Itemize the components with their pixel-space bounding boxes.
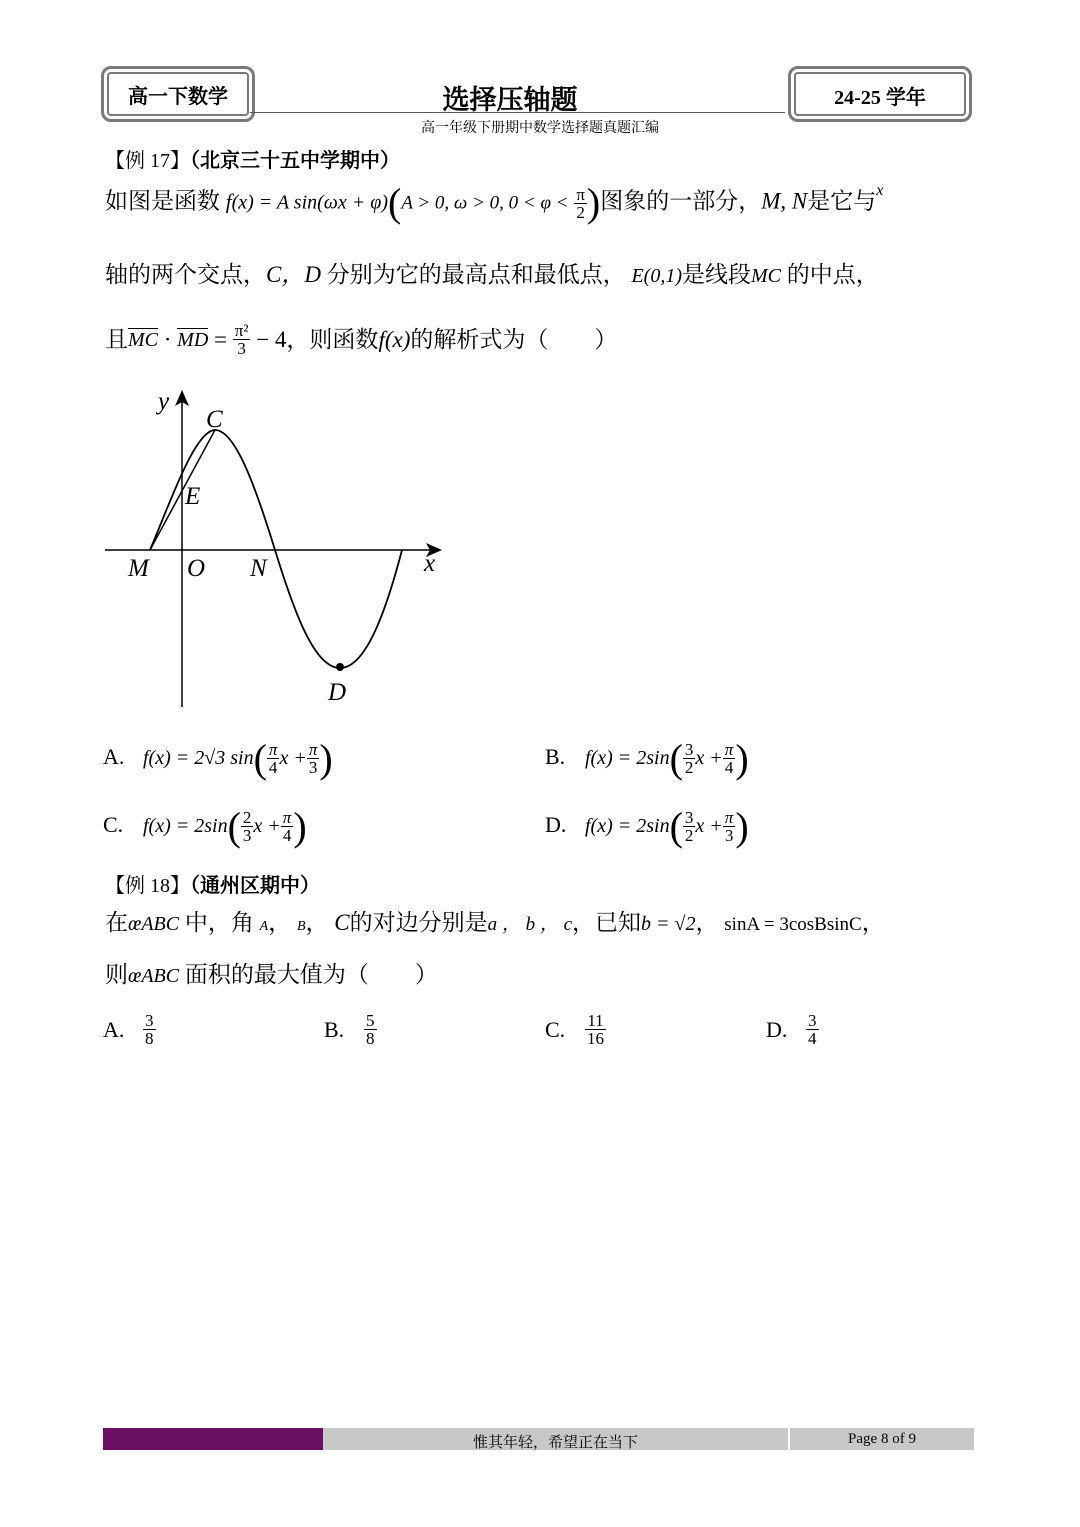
ex17-option-a[interactable]	[103, 735, 333, 782]
ex17-option-d-n1: 3	[684, 808, 694, 827]
ex17-option-c-d2: 4	[282, 826, 292, 845]
ex17-l3-text-b: 的解析式为（ ）	[410, 327, 618, 352]
ex17-option-a-po: (	[253, 736, 267, 781]
ex17-source: （北京三十五中学期中）	[190, 150, 400, 172]
ex17-l1-x: x	[876, 182, 884, 199]
ex17-heading	[105, 144, 400, 173]
ex17-option-b-mid: x +	[695, 747, 723, 769]
ex17-option-a-label: A.	[103, 743, 125, 769]
ex18-heading	[105, 869, 320, 898]
graph-point-d	[336, 663, 344, 671]
ex17-l1-frac-num: π	[576, 184, 585, 204]
ex17-option-c-n1: 2	[242, 808, 252, 827]
ex17-l3-frac-den: 3	[237, 339, 246, 358]
ex18-source: （通州区期中）	[190, 875, 320, 897]
ex18-option-b-label: B.	[324, 1016, 345, 1042]
ex18-l1-text-h: ，	[861, 910, 885, 935]
ex17-tag: 【例 17】	[105, 150, 190, 172]
graph-sine-curve	[150, 430, 402, 668]
ex17-option-b-pc: )	[735, 736, 749, 781]
ex18-option-c-label: C.	[545, 1016, 566, 1042]
ex18-l1-text-d: ，	[305, 910, 329, 935]
ex18-option-a-num: 3	[145, 1011, 154, 1030]
ex18-option-d-den: 4	[808, 1029, 817, 1048]
page-title: 选择压轴题	[442, 85, 578, 116]
ex17-option-b-d2: 4	[724, 758, 734, 777]
ex17-l2-cd: C，D	[266, 262, 321, 287]
ex17-option-b-d1: 2	[684, 758, 694, 777]
ex18-l1-A: A	[259, 919, 269, 934]
ex18-option-c[interactable]	[545, 1012, 606, 1047]
graph-label-d: D	[328, 679, 347, 706]
ex18-option-c-den: 16	[587, 1029, 604, 1048]
ex17-line3	[105, 322, 617, 357]
ex17-l1-paren-open: (	[388, 180, 402, 225]
ex17-option-b-po: (	[669, 736, 683, 781]
ex17-l1-eq: (x) = A sin(ωx + φ)	[231, 191, 388, 214]
ex17-option-b-label: B.	[545, 743, 566, 769]
ex17-option-d-n2: π	[724, 808, 734, 827]
ex17-l3-vec2: MD	[177, 328, 209, 351]
ex18-l1-text-f: ，已知	[572, 910, 642, 935]
ex18-line1	[105, 911, 885, 934]
ex17-l2-text-d: 的中点，	[786, 262, 879, 287]
ex17-l1-cond: A > 0, ω > 0, 0 < φ <	[401, 192, 569, 214]
ex17-option-c-frac2	[281, 809, 294, 844]
ex18-l1-bval: b = √2	[641, 913, 696, 935]
ex17-l3-text-a: 且	[105, 327, 128, 352]
header-right-label: 24-25 学年	[834, 87, 926, 109]
ex17-option-a-n2: π	[308, 740, 318, 759]
ex18-option-a-label: A.	[103, 1016, 125, 1042]
ex18-l2-text-a: 则	[105, 962, 128, 987]
ex17-option-b-n1: 3	[684, 740, 694, 759]
ex17-option-b[interactable]	[545, 735, 749, 782]
ex18-line2	[105, 963, 438, 986]
ex18-option-c-frac	[585, 1012, 606, 1047]
ex17-l1-paren-close: )	[586, 180, 601, 225]
ex18-option-d-frac	[806, 1012, 819, 1047]
ex17-l3-vec1: MC	[128, 328, 158, 351]
ex18-l1-eq: sinA = 3cosBsinC	[724, 914, 862, 935]
ex18-l1-text-e: 的对边分别是	[349, 910, 488, 935]
ex18-option-b[interactable]	[324, 1012, 377, 1047]
ex17-option-a-d2: 3	[308, 758, 318, 777]
ex17-option-d-pc: )	[735, 804, 749, 849]
ex17-option-a-frac1	[267, 741, 280, 776]
ex18-option-b-den: 8	[366, 1029, 375, 1048]
ex17-option-c-n2: π	[282, 808, 292, 827]
ex17-line2	[105, 263, 879, 286]
header-left-label: 高一下数学	[128, 84, 228, 108]
ex17-option-a-d1: 4	[268, 758, 278, 777]
graph-label-o: O	[187, 555, 206, 582]
ex17-l3-fx: f(x)	[378, 327, 411, 352]
ex17-option-d-mid: x +	[695, 815, 723, 837]
ex18-option-b-frac	[364, 1012, 377, 1047]
ex18-l1-text-a: 在	[105, 910, 128, 935]
ex17-option-d-frac1	[683, 809, 696, 844]
ex17-l1-f: f	[225, 189, 232, 214]
ex18-l2-text-b: 面积的最大值为（ ）	[184, 962, 438, 987]
ex17-option-d-d2: 3	[724, 826, 734, 845]
footer-motto: 惟其年轻，希望正在当下	[472, 1435, 638, 1451]
graph-label-e: E	[185, 483, 201, 510]
footer-page-number: Page 8 of 9	[848, 1431, 916, 1447]
graph-label-c: C	[206, 406, 223, 433]
ex18-l2-tri: œABC	[128, 965, 180, 987]
ex17-option-b-lhs: f(x) = 2sin	[585, 747, 670, 769]
ex17-l1-frac	[574, 186, 587, 221]
ex17-l3-minus: − 4，则函数	[250, 327, 379, 352]
header-left-box	[101, 66, 255, 122]
ex17-l3-eq: =	[208, 327, 233, 352]
ex18-l1-B: B	[296, 919, 306, 934]
ex17-option-c-lhs: f(x) = 2sin	[143, 815, 228, 837]
ex17-option-b-frac1	[683, 741, 696, 776]
ex17-l2-text-c: 是线段	[682, 262, 751, 287]
ex17-option-c-mid: x +	[253, 815, 281, 837]
ex18-l1-C: C	[334, 910, 350, 935]
ex17-l3-dot: ·	[158, 327, 178, 352]
ex17-graph	[100, 385, 460, 715]
ex17-option-d-po: (	[669, 804, 683, 849]
ex18-option-a[interactable]	[103, 1012, 156, 1047]
graph-label-x: x	[424, 550, 436, 577]
ex17-option-d[interactable]	[545, 803, 749, 850]
ex17-option-b-n2: π	[724, 740, 734, 759]
ex17-option-a-pc: )	[319, 736, 333, 781]
ex18-l1-text-b: 中，角	[184, 910, 254, 935]
ex18-l1-abc: a ， b ， c	[487, 914, 573, 935]
ex18-option-d-num: 3	[808, 1011, 817, 1030]
ex17-option-c-po: (	[227, 804, 241, 849]
ex17-option-c-d1: 3	[242, 826, 252, 845]
ex17-option-a-mid: x +	[279, 747, 307, 769]
ex17-option-a-n1: π	[268, 740, 278, 759]
ex17-option-d-frac2	[723, 809, 736, 844]
ex18-l1-text-g: ，	[695, 910, 719, 935]
ex17-l3-frac-num: π²	[234, 321, 249, 340]
ex17-option-a-lhs: f(x) = 2√3 sin	[143, 747, 254, 769]
ex18-tag: 【例 18】	[105, 875, 190, 897]
ex17-l1-frac-den: 2	[576, 202, 585, 222]
ex17-l1-text-a: 如图是函数	[105, 188, 220, 214]
header-right-box	[788, 66, 972, 122]
ex17-l1-text-c: 是它与	[807, 188, 877, 214]
ex18-option-d[interactable]	[766, 1012, 819, 1047]
ex17-l2-mc: MC	[751, 265, 781, 287]
ex17-l2-text-b: 分别为它的最高点和最低点，	[326, 262, 626, 287]
ex17-l2-e: E(0,1)	[631, 265, 682, 287]
ex17-l1-mn: M, N	[761, 188, 808, 214]
ex18-l1-tri: œABC	[128, 913, 180, 935]
ex18-option-b-num: 5	[366, 1011, 375, 1030]
ex18-option-a-den: 8	[145, 1029, 154, 1048]
ex17-option-b-frac2	[723, 741, 736, 776]
ex17-option-c-pc: )	[293, 804, 307, 849]
ex17-option-a-frac2	[307, 741, 320, 776]
ex18-option-c-num: 11	[585, 1012, 606, 1030]
footer-accent-bar	[103, 1428, 323, 1450]
ex17-l1-text-b: 图象的一部分，	[600, 188, 762, 214]
ex17-option-d-d1: 2	[684, 826, 694, 845]
graph-label-m: M	[128, 555, 149, 582]
graph-label-y: y	[158, 388, 170, 415]
ex17-option-c[interactable]	[103, 803, 307, 850]
ex17-l2-text-a: 轴的两个交点，	[105, 262, 266, 287]
ex18-option-d-label: D.	[766, 1016, 788, 1042]
page-subtitle: 高一年级下册期中数学选择题真题汇编	[421, 121, 659, 136]
ex18-option-a-frac	[143, 1012, 156, 1047]
ex17-option-d-lhs: f(x) = 2sin	[585, 815, 670, 837]
ex17-l3-frac	[233, 322, 251, 357]
ex18-l1-text-c: ，	[268, 910, 292, 935]
ex17-option-d-label: D.	[545, 811, 567, 837]
ex17-option-c-frac1	[241, 809, 254, 844]
graph-label-n: N	[250, 555, 267, 582]
ex17-option-c-label: C.	[103, 811, 124, 837]
ex17-line1	[105, 180, 884, 225]
